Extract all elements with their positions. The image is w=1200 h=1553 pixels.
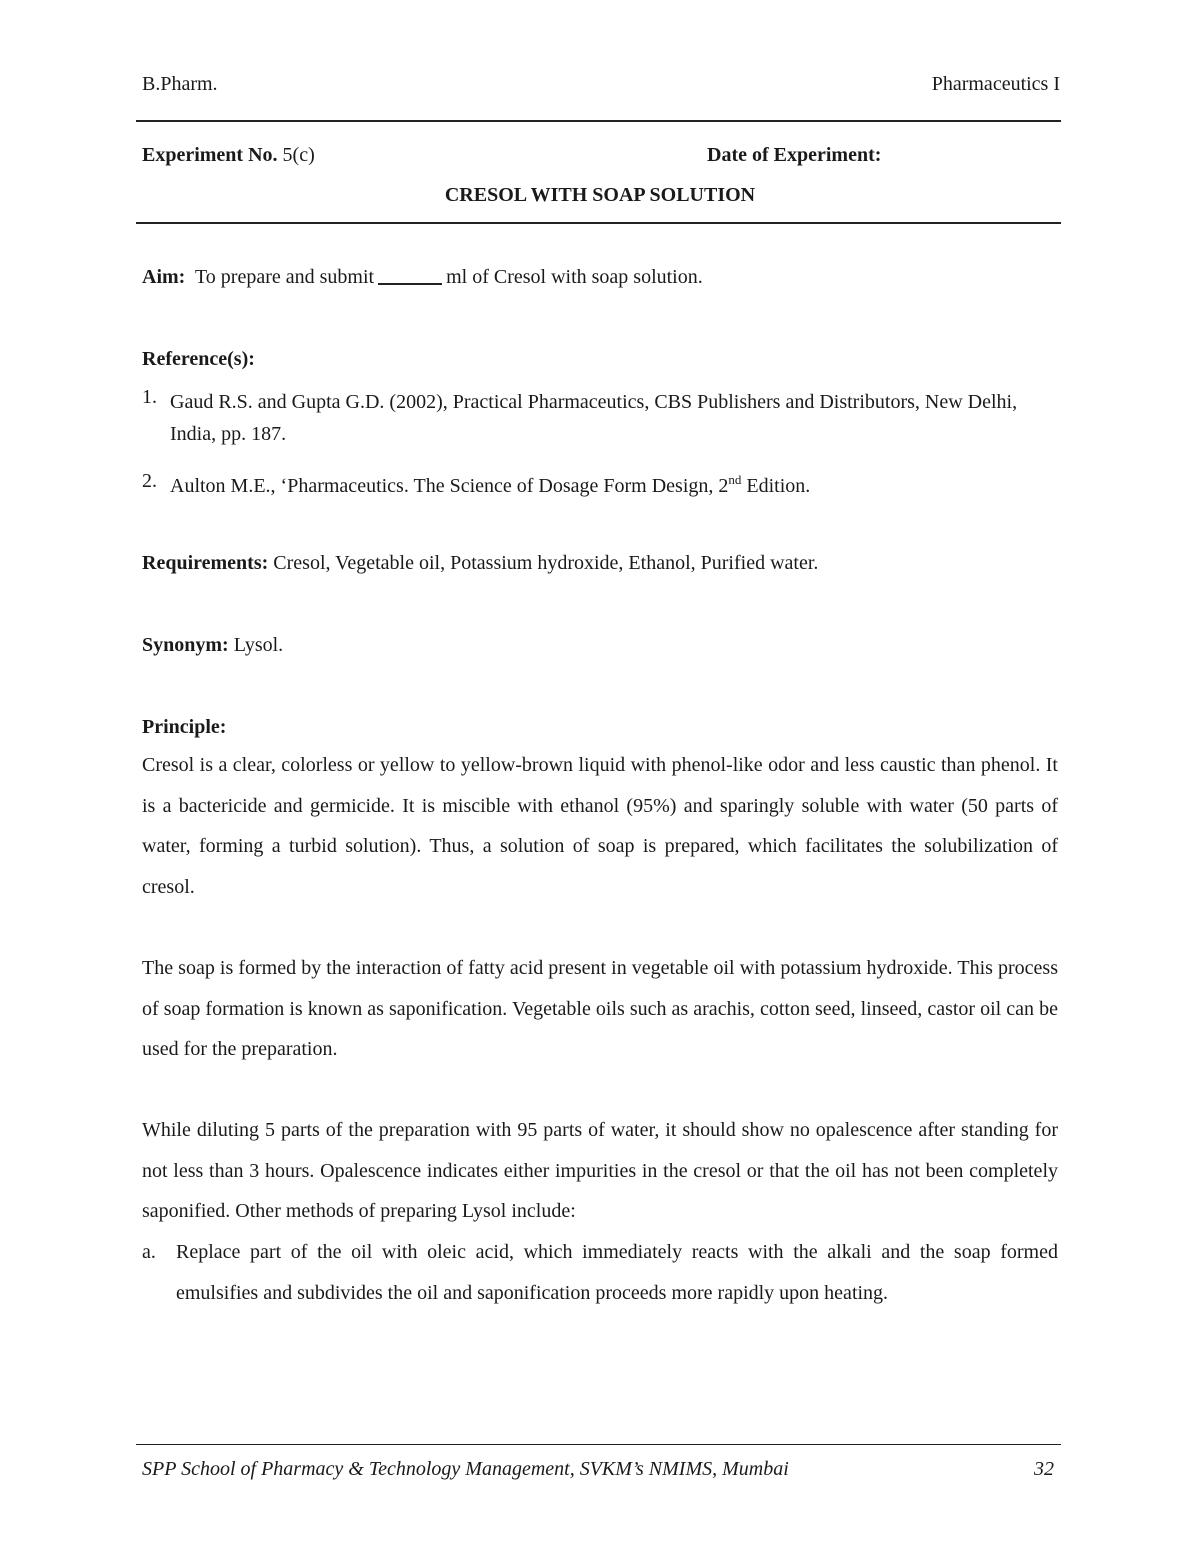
- references-heading: Reference(s):: [142, 348, 255, 370]
- header-divider: [136, 120, 1061, 122]
- requirements-line: [142, 552, 818, 575]
- title-divider: [136, 222, 1061, 224]
- reference-text-main: Aulton M.E., ‘Pharmaceutics. The Science of Dosage Form Design, 2: [170, 475, 729, 497]
- principle-heading: Principle:: [142, 716, 227, 738]
- synonym-label: Synonym:: [142, 634, 229, 656]
- experiment-number-value: 5(c): [282, 144, 315, 166]
- principle-paragraph: Cresol is a clear, colorless or yellow to yellow-brown liquid with phenol-like odor and less caustic than phenol. It is a bactericide and germicide. It is miscible with ethanol (95%) and sparingly soluble with water (50 parts of water, forming a turbid solution). Thus, a solution of soap is prepared, which facilitates the solubilization of cresol.: [142, 754, 1058, 898]
- reference-text: [170, 470, 1060, 502]
- aim-text-start: To prepare and submit: [194, 266, 375, 288]
- aim-label: Aim:: [142, 266, 186, 288]
- reference-item: [142, 386, 1062, 452]
- method-list-item: [142, 1232, 1058, 1354]
- principle-paragraph: The soap is formed by the interaction of fatty acid present in vegetable oil with potassium hydroxide. This process of soap formation is known as saponification. Vegetable oils such as arachis, cotton seed, linseed, castor oil can be used for the preparation.: [142, 957, 1058, 1060]
- reference-text: Gaud R.S. and Gupta G.D. (2002), Practical Pharmaceutics, CBS Publishers and Distributors, New Delhi, India, pp. 187.: [170, 391, 1018, 445]
- aim-text-end: ml of Cresol with soap solution.: [446, 266, 703, 288]
- experiment-title: CRESOL WITH SOAP SOLUTION: [444, 184, 756, 206]
- synonym-text: Lysol.: [228, 634, 284, 656]
- experiment-number-label: Experiment No.: [142, 144, 278, 166]
- reference-text-tail: Edition.: [741, 475, 811, 497]
- footer-institution: SPP School of Pharmacy & Technology Management, SVKM’s NMIMS, Mumbai: [142, 1458, 789, 1480]
- header-course: B.Pharm.: [142, 73, 218, 95]
- experiment-date-label: Date of Experiment:: [707, 144, 882, 166]
- method-list-marker: a.: [142, 1241, 156, 1263]
- aim-blank: [378, 283, 442, 285]
- reference-item: [142, 470, 1062, 502]
- principle-paragraph: While diluting 5 parts of the preparation with 95 parts of water, it should show no opalescence after standing for not less than 3 hours. Opalescence indicates either impurities in the cresol or that the oil has not been completely saponified. Other methods of preparing Lysol include:: [142, 1119, 1058, 1222]
- requirements-text: Cresol, Vegetable oil, Potassium hydroxide, Ethanol, Purified water.: [268, 552, 819, 574]
- aim-line: [142, 266, 703, 289]
- footer-divider: [136, 1444, 1061, 1445]
- requirements-label: Requirements:: [142, 552, 269, 574]
- experiment-number: [142, 144, 315, 167]
- reference-number: 2.: [142, 470, 157, 492]
- method-list-text: Replace part of the oil with oleic acid, which immediately reacts with the alkali and the soap formed emulsifies and subdivides the oil and saponification proceeds more rapidly upon heating.: [176, 1241, 1058, 1304]
- reference-number: 1.: [142, 386, 157, 408]
- reference-superscript: nd: [728, 472, 742, 487]
- header-subject: Pharmaceutics I: [931, 73, 1060, 95]
- synonym-line: [142, 634, 283, 657]
- page-number: 32: [1034, 1458, 1054, 1480]
